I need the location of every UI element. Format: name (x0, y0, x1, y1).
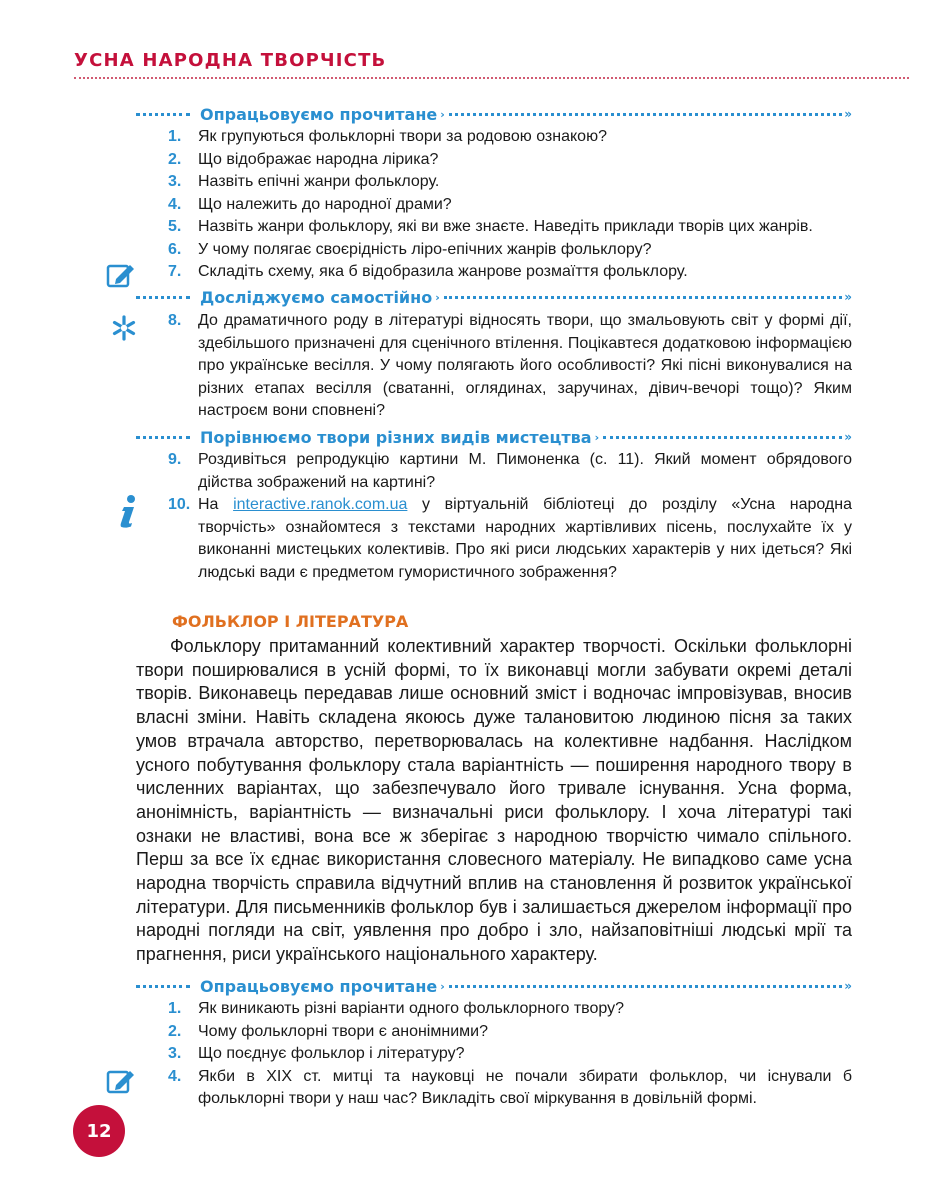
dotted-line (136, 113, 190, 116)
dotted-line (449, 113, 842, 116)
question-list-review (168, 126, 852, 284)
page-number: 12 (73, 1105, 125, 1157)
question-number: 4. (168, 1067, 182, 1085)
topic-paragraph: Фольклору притаманний колективний характер творчості. Оскільки фольклорні твори поширювалися в усній формі, то їх виконавці могли забувати окремі деталі творів. Виконавець передавав лише основний зміст і водночас імпровізував, вносив власні зміни. Навіть складена якоюсь дуже талановитою людиною пісня за таких умов втрачала авторство, перетворювалась на колективне надбання. Наслідком усного побутування фольклору стала варіантність — поширення народного твору в численних варіантах, що забезпечувало його тривале існування. Усна форма, анонімність, варіантність — визначальні риси фольклору. І хоча літературі такі ознаки не властиві, вона все ж зберігає з народною творчістю чимало спільного. Перш за все їх єднає використання словесного матеріалу. Не випадково саме усна народна творчість справила відчутний вплив на становлення й розвиток української літератури. Для письменників фольклор був і залишається джерелом інформації про народні погляди на світ, уявлення про добро і зло, найзаповітніші людські мрії та прагнення, риси українського національного характеру. (136, 636, 852, 965)
question-item (168, 126, 852, 149)
question-text: Чому фольклорні твори є анонімними? (198, 1022, 488, 1040)
info-i-icon (116, 494, 140, 533)
chevron-right-icon: › (440, 979, 445, 993)
question-item (168, 1043, 852, 1066)
question-text: Що поєднує фольклор і літературу? (198, 1045, 465, 1062)
question-item (168, 1021, 852, 1044)
section-title: Досліджуємо самостійно (200, 287, 433, 307)
question-text: Назвіть епічні жанри фольклору. (198, 173, 440, 190)
chevron-end-icon: » (844, 290, 852, 304)
chevron-end-icon: » (844, 430, 852, 444)
section-title: Опрацьовуємо прочитане (200, 976, 438, 996)
question-text (198, 494, 852, 584)
dotted-line (136, 985, 190, 988)
interactive-link[interactable]: interactive.ranok.com.ua (233, 496, 408, 513)
question-list-review-2 (168, 998, 852, 1111)
question-text: У чому полягає своєрідність ліро-епічних жанрів фольклору? (198, 240, 652, 258)
dotted-line (444, 296, 843, 299)
question-number: 6. (168, 240, 182, 258)
question-number: 10. (168, 496, 191, 513)
question-item (168, 216, 852, 239)
question-number: 3. (168, 173, 182, 190)
question-number: 1. (168, 1000, 182, 1017)
question-item (168, 998, 852, 1021)
question-number: 5. (168, 218, 182, 235)
question-item (168, 194, 852, 217)
dotted-line (136, 296, 190, 299)
section-header-review-2 (136, 976, 852, 996)
question-number: 8. (168, 312, 182, 329)
dotted-line (603, 436, 842, 439)
section-title: Опрацьовуємо прочитане (200, 104, 438, 124)
question-number: 9. (168, 451, 182, 468)
chevron-end-icon: » (844, 979, 852, 993)
question-text: Назвіть жанри фольклору, які ви вже знаєте. Наведіть приклади творів цих жанрів. (198, 218, 813, 235)
question-item (168, 239, 852, 262)
question-number: 2. (168, 1022, 182, 1040)
topic-heading: ФОЛЬКЛОР І ЛІТЕРАТУРА (172, 612, 409, 631)
question-text: Як групуються фольклорні твори за родовою ознакою? (198, 128, 607, 145)
section-header-review (136, 104, 852, 124)
question-text: Роздивіться репродукцію картини М. Пимоненка (с. 11). Який момент обрядового дійства зображений на картині? (198, 451, 852, 491)
question-number: 2. (168, 150, 182, 168)
dotted-line (136, 436, 190, 439)
question-text-before: На (198, 496, 219, 513)
question-item (168, 449, 852, 494)
chevron-right-icon: › (594, 430, 600, 444)
question-item (168, 1066, 852, 1111)
question-item (168, 261, 852, 284)
question-item (168, 310, 852, 423)
question-text: Що належить до народної драми? (198, 195, 452, 213)
question-list-compare-arts (168, 449, 852, 584)
chevron-right-icon: › (435, 290, 440, 304)
chevron-end-icon: » (844, 107, 852, 121)
question-item (168, 149, 852, 172)
pencil-note-icon (106, 1066, 136, 1101)
question-list-research (168, 310, 852, 423)
question-text: Якби в XIX ст. митці та науковці не почали збирати фольклор, чи існували б фольклорні твори у наш час? Викладіть свої міркування в довільній формі. (198, 1067, 852, 1107)
question-number: 3. (168, 1045, 182, 1062)
chevron-right-icon: › (440, 107, 445, 121)
section-header-research (136, 287, 852, 307)
question-item (168, 494, 852, 584)
asterisk-research-icon (110, 314, 138, 347)
pencil-note-icon (106, 260, 136, 295)
question-text: Що відображає народна лірика? (198, 150, 439, 168)
question-text: Складіть схему, яка б відобразила жанрове розмаїття фольклору. (198, 263, 688, 280)
section-header-compare-arts (136, 427, 852, 447)
question-text: До драматичного роду в літературі відносять твори, що змальовують світ у формі дії, здебільшого призначені для сценічного втілення. Поцікавтеся додатковою інформацією про українське весілля. У чому полягають його особливості? Які пісні виконувалися на різних етапах весілля (сватанні, оглядинах, заручинах, дівич-вечорі тощо)? Яким настроєм вони сповнені? (198, 312, 852, 419)
section-title: Порівнюємо твори різних видів мистецтва (200, 427, 592, 447)
question-number: 1. (168, 128, 182, 145)
question-item (168, 171, 852, 194)
question-text: Як виникають різні варіанти одного фольклорного твору? (198, 1000, 625, 1017)
dotted-line (449, 985, 842, 988)
running-title: УСНА НАРОДНА ТВОРЧІСТЬ (74, 50, 387, 71)
header-divider (74, 77, 909, 79)
question-number: 7. (168, 263, 182, 280)
question-number: 4. (168, 195, 182, 213)
question-text-after: у віртуальній бібліотеці до розділу «Усна народна творчість» ознайомтеся з текстами народних жартівливих пісень, послухайте їх у виконанні мистецьких колективів. Про які риси людських характерів у них ідеться? Які людські вади є предметом гумористичного зображення? (198, 496, 852, 581)
